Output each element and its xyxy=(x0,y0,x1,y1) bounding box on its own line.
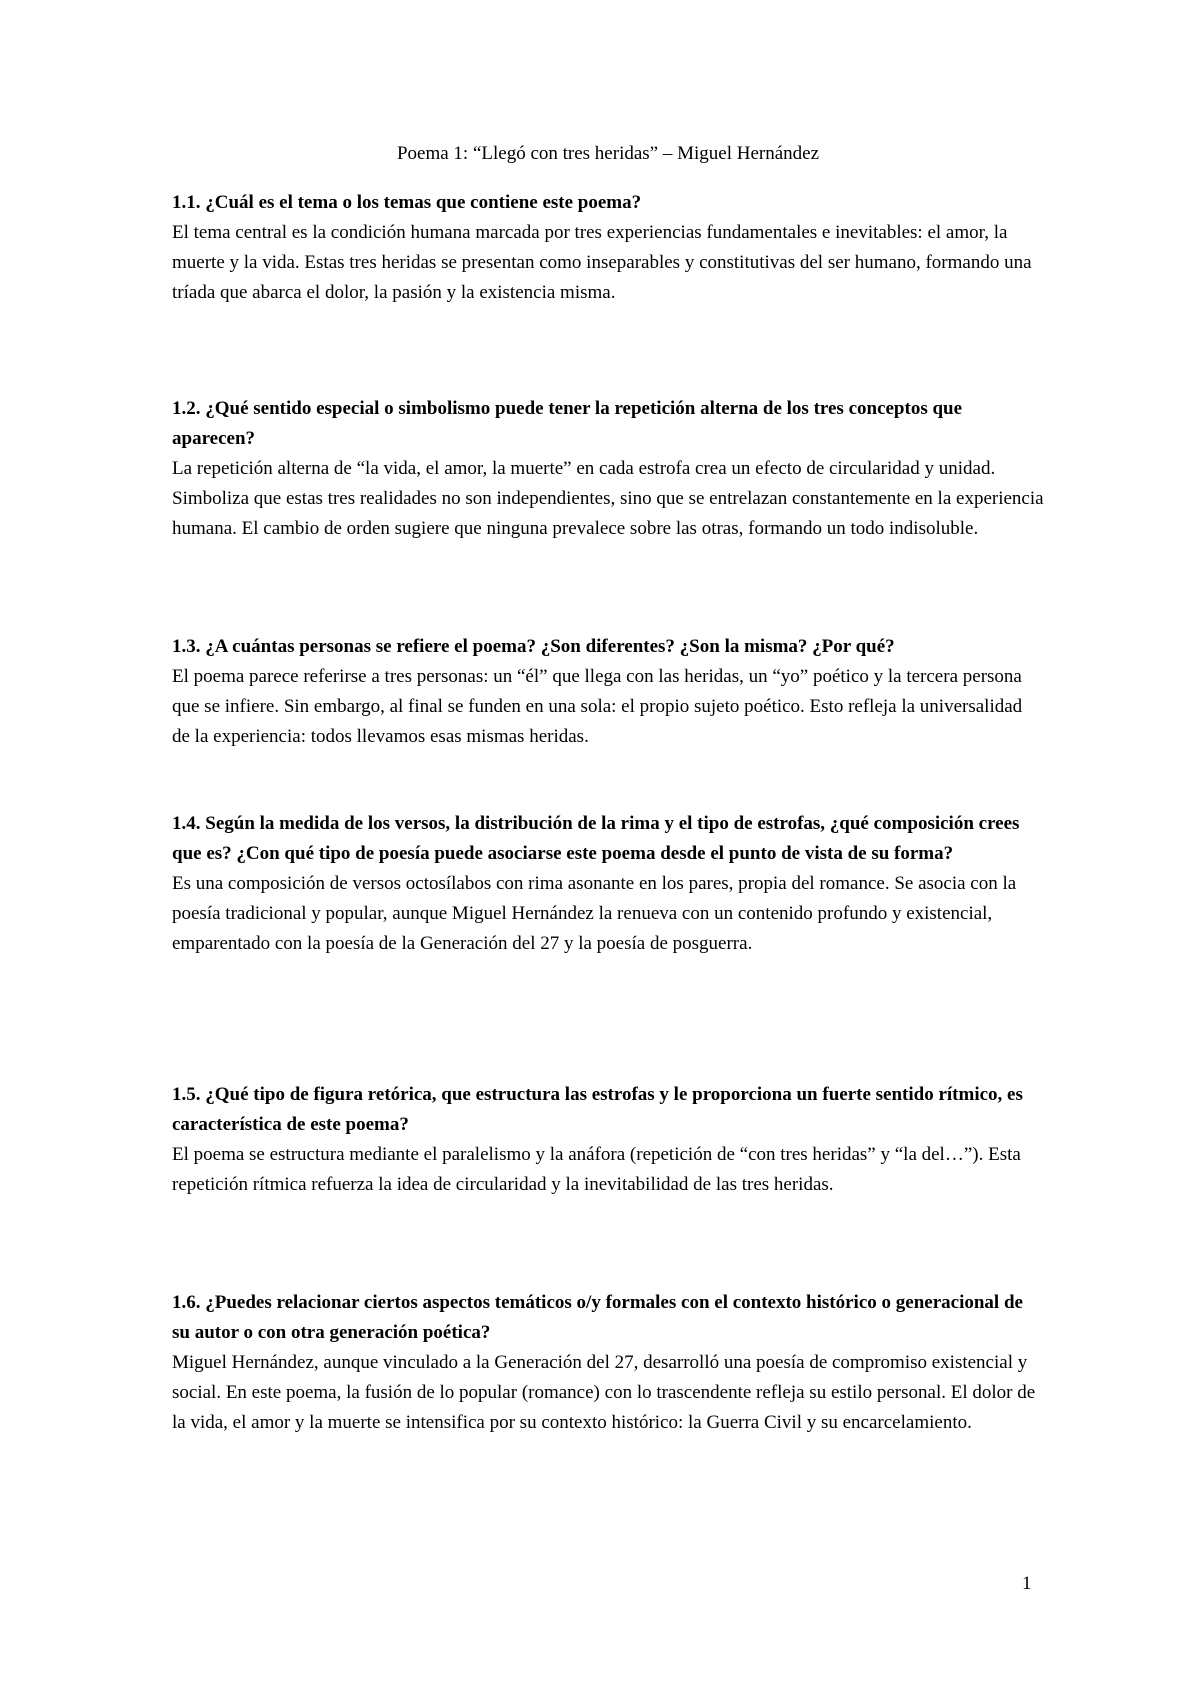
section-1-5 xyxy=(172,1080,1044,1200)
answer-1-1: El tema central es la condición humana marcada por tres experiencias fundamentales e inevitables: el amor, la muerte y la vida. Estas tres heridas se presentan como inseparables y constitutivas del ser humano, formando una tríada que abarca el dolor, la pasión y la existencia misma. xyxy=(172,222,1032,303)
question-1-5: 1.5. ¿Qué tipo de figura retórica, que estructura las estrofas y le proporciona un fuerte sentido rítmico, es característica de este poema? xyxy=(172,1084,1023,1135)
question-1-2: 1.2. ¿Qué sentido especial o simbolismo puede tener la repetición alterna de los tres conceptos que aparecen? xyxy=(172,398,963,449)
answer-1-2: La repetición alterna de “la vida, el amor, la muerte” en cada estrofa crea un efecto de circularidad y unidad. Simboliza que estas tres realidades no son independientes, sino que se entrelazan constantemente en la experiencia humana. El cambio de orden sugiere que ninguna prevalece sobre las otras, formando un todo indisoluble. xyxy=(172,458,1044,539)
section-1-6 xyxy=(172,1288,1044,1438)
answer-1-5: El poema se estructura mediante el paralelismo y la anáfora (repetición de “con tres heridas” y “la del…”). Esta repetición rítmica refuerza la idea de circularidad y la inevitabilidad de las tres heridas. xyxy=(172,1144,1021,1195)
section-1-2 xyxy=(172,394,1044,544)
page-title: Poema 1: “Llegó con tres heridas” – Miguel Hernández xyxy=(396,143,820,164)
section-1-1 xyxy=(172,188,1044,308)
question-1-4: 1.4. Según la medida de los versos, la distribución de la rima y el tipo de estrofas, ¿qué composición crees que es? ¿Con qué tipo de poesía puede asociarse este poema desde el punto de vista de su forma? xyxy=(172,813,1020,864)
question-1-1: 1.1. ¿Cuál es el tema o los temas que contiene este poema? xyxy=(172,192,642,213)
page-number: 1 xyxy=(1022,1573,1032,1594)
document-header xyxy=(172,142,1044,185)
question-1-6: 1.6. ¿Puedes relacionar ciertos aspectos temáticos o/y formales con el contexto histórico o generacional de su autor o con otra generación poética? xyxy=(172,1292,1023,1343)
answer-1-6: Miguel Hernández, aunque vinculado a la Generación del 27, desarrolló una poesía de compromiso existencial y social. En este poema, la fusión de lo popular (romance) con lo trascendente refleja su estilo personal. El dolor de la vida, el amor y la muerte se intensifica por su contexto histórico: la Guerra Civil y su encarcelamiento. xyxy=(172,1352,1036,1433)
section-1-3 xyxy=(172,632,1044,752)
answer-1-4: Es una composición de versos octosílabos con rima asonante en los pares, propia del romance. Se asocia con la poesía tradicional y popular, aunque Miguel Hernández la renueva con un contenido profundo y existencial, emparentado con la poesía de la Generación del 27 y la poesía de posguerra. xyxy=(172,873,1017,954)
section-1-4 xyxy=(172,809,1044,959)
answer-1-3: El poema parece referirse a tres personas: un “él” que llega con las heridas, un “yo” poético y la tercera persona que se infiere. Sin embargo, al final se funden en una sola: el propio sujeto poético. Esto refleja la universalidad de la experiencia: todos llevamos esas mismas heridas. xyxy=(172,666,1023,747)
question-1-3: 1.3. ¿A cuántas personas se refiere el poema? ¿Son diferentes? ¿Son la misma? ¿Por qué? xyxy=(172,636,895,657)
